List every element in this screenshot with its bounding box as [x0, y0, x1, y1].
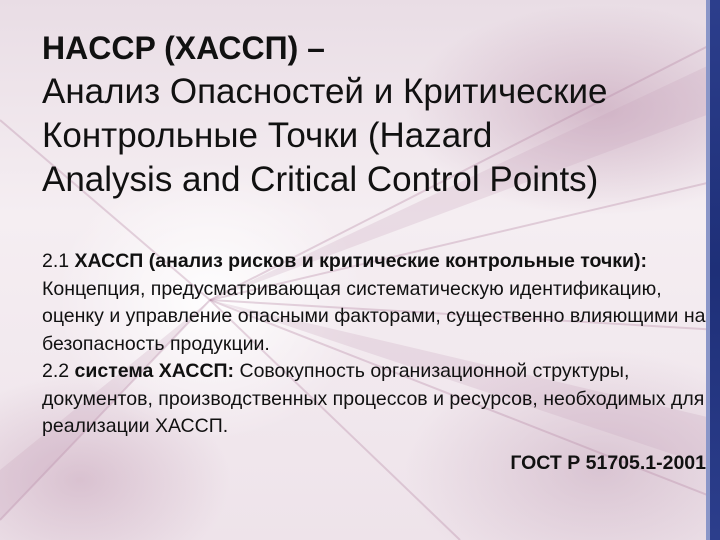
definition-text: Совокупность организационной структуры, документов, производственных процессов и ресурсов, необходимых для реализации ХАССП.	[42, 360, 705, 437]
definition-term: система ХАССП:	[74, 360, 235, 382]
definition-term: ХАССП (анализ рисков и критические контрольные точки):	[74, 250, 648, 272]
definition-2-1	[42, 248, 707, 358]
title-line-4: Analysis and Critical Control Points)	[42, 160, 599, 199]
slide-title	[42, 26, 682, 202]
title-line-1: HACCP (ХАССП) –	[42, 30, 325, 66]
source-reference: ГОСТ Р 51705.1-2001	[510, 452, 706, 474]
definition-text: Концепция, предусматривающая систематическую идентификацию, оценку и управление опасными факторами, существенно влияющими на безопасность продукции.	[42, 277, 706, 355]
definition-number: 2.1	[42, 250, 70, 272]
right-accent-bar	[710, 0, 720, 540]
definition-2-2	[42, 358, 707, 441]
title-line-3: Контрольные Точки (Hazard	[42, 116, 493, 155]
title-line-2: Анализ Опасностей и Критические	[42, 72, 608, 111]
definition-number: 2.2	[42, 360, 70, 382]
definitions-body	[42, 248, 707, 441]
